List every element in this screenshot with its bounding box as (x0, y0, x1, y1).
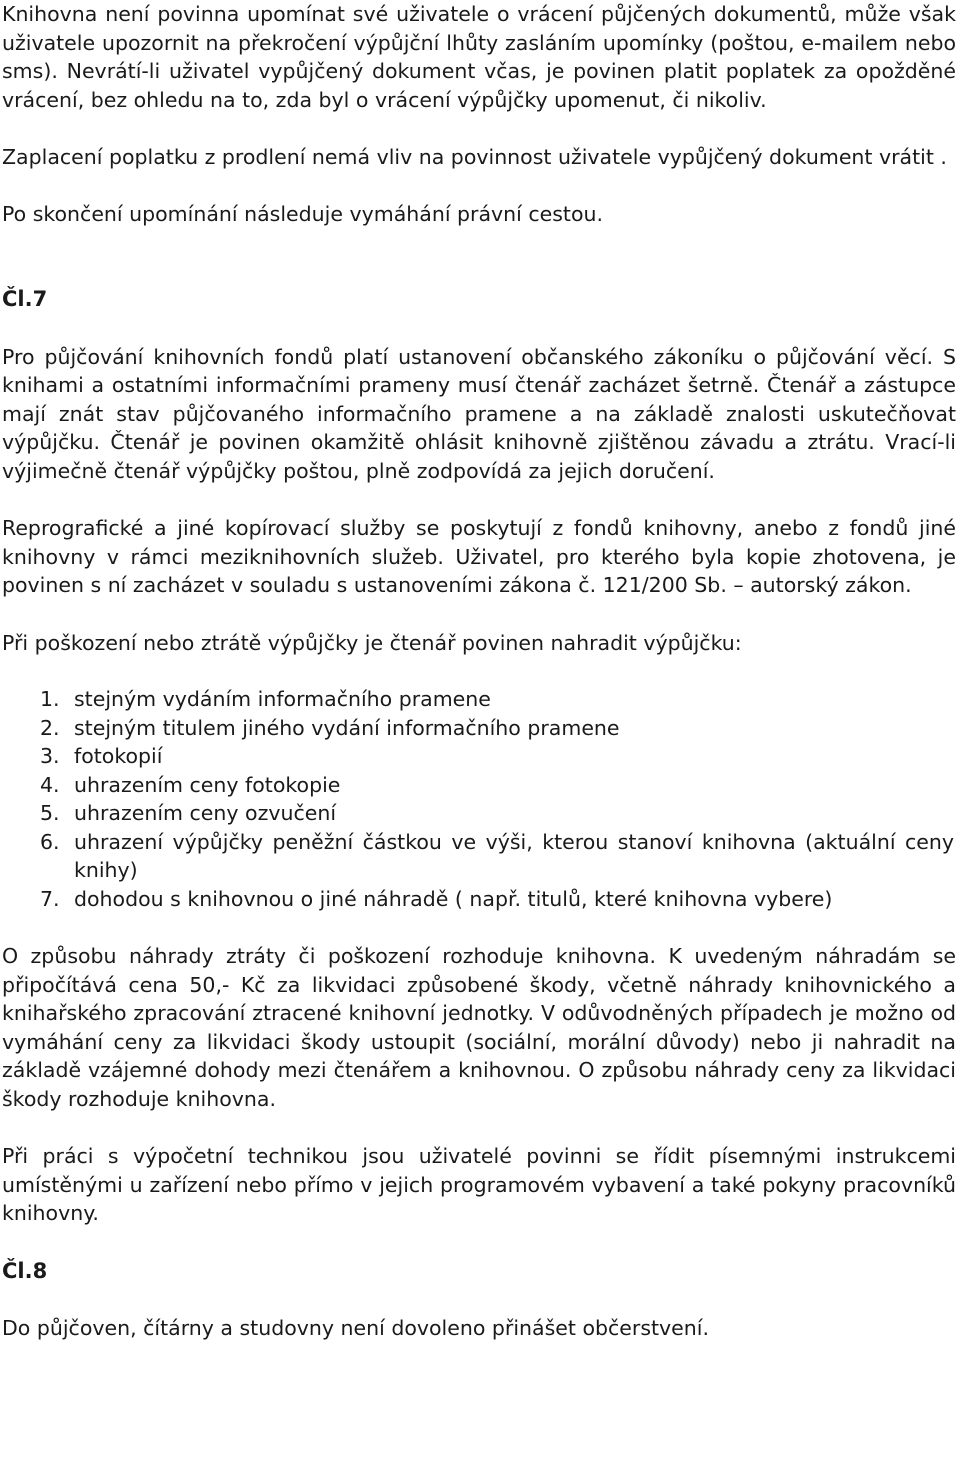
list-item: 5. uhrazením ceny ozvučení (40, 801, 337, 825)
paragraph-compensation-decision: O způsobu náhrady ztráty či poškození rozhoduje knihovna. K uvedeným náhradám se připočítává cena 50,- Kč za likvidaci způsobené škody, včetně náhrady knihovnického a knihařského zpracování ztracené knihovní jednotky. V odůvodněných případech je možno od vymáhání ceny za likvidaci škody ustoupit (sociální, morální důvody) nebo ji nahradit na základě vzájemné dohody mezi čtenářem a knihovnou. O způsobu náhrady ceny za likvidaci škody rozhoduje knihovna. (2, 944, 956, 1111)
list-item: 3. fotokopií (40, 744, 163, 768)
paragraph-damage-compensation-intro: Při poškození nebo ztrátě výpůjčky je čtenář povinen nahradit výpůjčku: (2, 630, 742, 655)
list-item: 1. stejným vydáním informačního pramene (40, 687, 491, 711)
paragraph-overdue-reminders: Knihovna není povinna upomínat své uživatele o vrácení půjčených dokumentů, může však uživatele upozornit na překročení výpůjční lhůty zasláním upomínky (poštou, e-mailem nebo sms). Nevrátí-li uživatel vypůjčený dokument včas, je povinen platit poplatek za opožděné vrácení, bez ohledu na to, zda byl o vrácení výpůjčky upomenut, či nikoliv. (2, 2, 956, 112)
paragraph-legal-enforcement: Po skončení upomínání následuje vymáhání právní cestou. (2, 201, 604, 226)
paragraph-computer-usage: Při práci s výpočetní technikou jsou uživatelé povinni se řídit písemnými instrukcemi umístěnými u zařízení nebo přímo v jejich programovém vybavení a také pokyny pracovníků knihovny. (2, 1144, 956, 1225)
paragraph-lending-rules: Pro půjčování knihovních fondů platí ustanovení občanského zákoníku o půjčování věcí. S knihami a ostatními informačními prameny musí čtenář zacházet šetrně. Čtenář a zástupce mají znát stav půjčovaného informačního pramene a na základě znalosti uskutečňovat výpůjčku. Čtenář je povinen okamžitě ohlásit knihovně zjištěnou závadu a ztrátu. Vrací-li výjimečně čtenář výpůjčky poštou, plně zodpovídá za jejich doručení. (2, 344, 956, 483)
heading-article-8: Čl.8 (2, 1258, 48, 1283)
compensation-options-list (2, 685, 956, 913)
heading-article-7: Čl.7 (2, 287, 48, 311)
list-item: 4. uhrazením ceny fotokopie (40, 772, 341, 797)
paragraph-reprographic-services: Reprografické a jiné kopírovací služby se poskytují z fondů knihovny, anebo z fondů jiné knihovny v rámci meziknihovních služeb. Uživatel, pro kterého byla kopie zhotovena, je povinen s ní zacházet v souladu s ustanoveními zákona č. 121/200 Sb. – autorský zákon. (2, 516, 956, 597)
paragraph-late-fee-effect: Zaplacení poplatku z prodlení nemá vliv na povinnost uživatele vypůjčený dokument vrátit . (2, 145, 947, 169)
list-item: 7. dohodou s knihovnou o jiné náhradě ( např. titulů, které knihovna vybere) (40, 886, 833, 911)
list-item: 6. uhrazení výpůjčky peněžní částkou ve výši, kterou stanoví knihovna (aktuální ceny knihy) (40, 829, 954, 882)
list-item: 2. stejným titulem jiného vydání informačního pramene (40, 715, 620, 740)
paragraph-no-refreshments: Do půjčoven, čítárny a studovny není dovoleno přinášet občerstvení. (2, 1316, 709, 1340)
